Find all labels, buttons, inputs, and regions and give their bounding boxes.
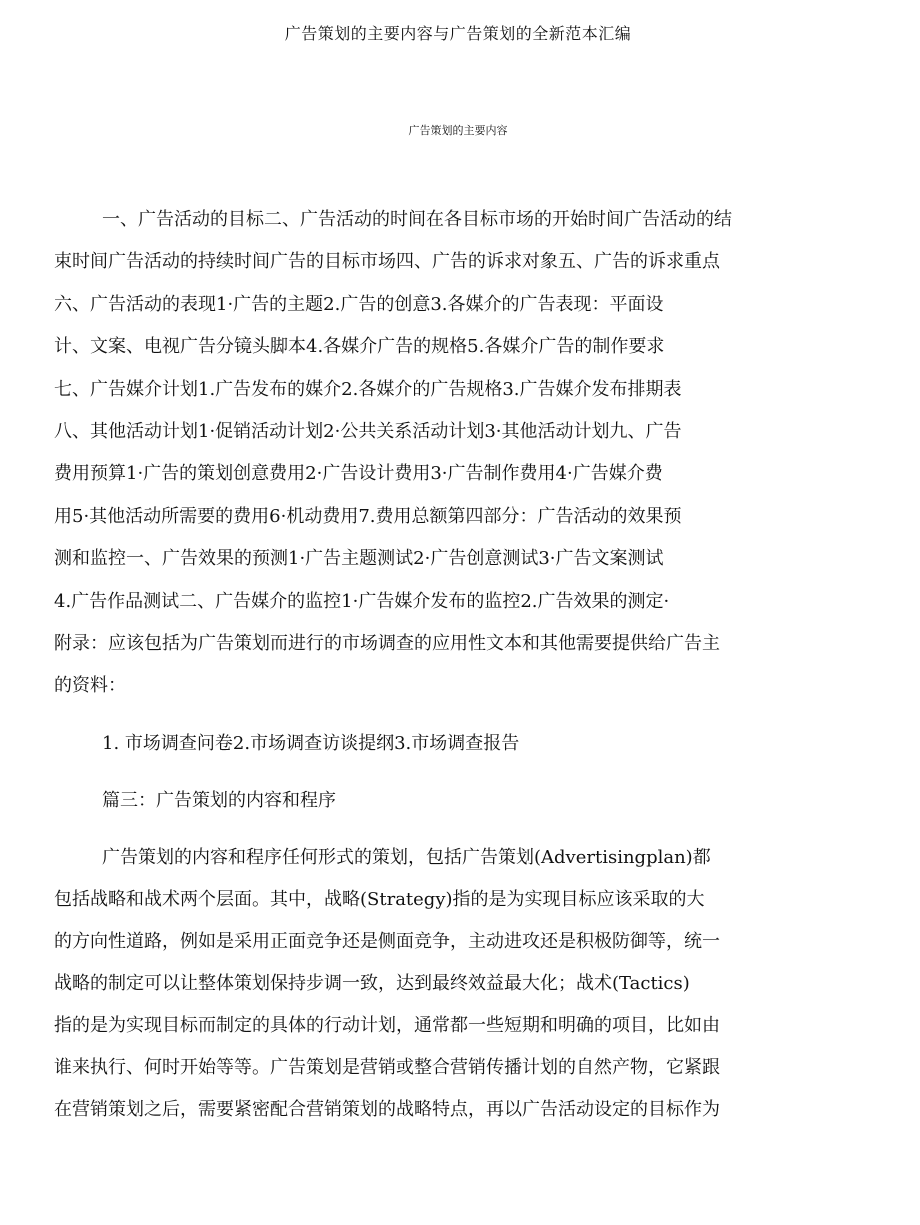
paragraph-1-line-3: 六、广告活动的表现1·广告的主题2.广告的创意3.各媒介的广告表现：平面设 xyxy=(54,294,664,315)
paragraph-1-line-2: 束时间广告活动的持续时间广告的目标市场四、广告的诉求对象五、广告的诉求重点 xyxy=(54,251,720,272)
paragraph-2-line-7: 在营销策划之后，需要紧密配合营销策划的战略特点，再以广告活动设定的目标作为 xyxy=(54,1099,720,1120)
paragraph-2-line-3: 的方向性道路，例如是采用正面竞争还是侧面竞争，主动进攻还是积极防御等，统一 xyxy=(54,931,720,952)
document-title: 广告策划的主要内容与广告策划的全新范本汇编 xyxy=(284,24,632,43)
paragraph-2-line-6: 谁来执行、何时开始等等。广告策划是营销或整合营销传播计划的自然产物，它紧跟 xyxy=(54,1057,720,1078)
paragraph-1-line-10: 4.广告作品测试二、广告媒介的监控1·广告媒介发布的监控2.广告效果的测定· xyxy=(54,591,670,612)
market-research-list: 1. 市场调查问卷2.市场调查访谈提纲3.市场调查报告 xyxy=(102,733,520,754)
paragraph-1-line-9: 测和监控一、广告效果的预测1·广告主题测试2·广告创意测试3·广告文案测试 xyxy=(54,548,664,569)
paragraph-1-line-5: 七、广告媒介计划1.广告发布的媒介2.各媒介的广告规格3.广告媒介发布排期表 xyxy=(54,379,682,400)
paragraph-2-line-4: 战略的制定可以让整体策划保持步调一致，达到最终效益最大化；战术(Tactics) xyxy=(54,973,690,994)
paragraph-1-line-6: 八、其他活动计划1·促销活动计划2·公共关系活动计划3·其他活动计划九、广告 xyxy=(54,421,682,442)
paragraph-1-line-1: 一、广告活动的目标二、广告活动的时间在各目标市场的开始时间广告活动的结 xyxy=(102,209,732,230)
paragraph-1-line-8: 用5·其他活动所需要的费用6·机动费用7.费用总额第四部分：广告活动的效果预 xyxy=(54,506,682,527)
paragraph-1-line-4: 计、文案、电视广告分镜头脚本4.各媒介广告的规格5.各媒介广告的制作要求 xyxy=(54,336,665,357)
paragraph-1-line-11: 附录：应该包括为广告策划而进行的市场调查的应用性文本和其他需要提供给广告主 xyxy=(54,633,720,654)
part-three-heading: 篇三：广告策划的内容和程序 xyxy=(102,790,336,811)
paragraph-2-line-2: 包括战略和战术两个层面。其中，战略(Strategy)指的是为实现目标应该采取的大 xyxy=(54,889,705,910)
paragraph-1-line-7: 费用预算1·广告的策划创意费用2·广告设计费用3·广告制作费用4·广告媒介费 xyxy=(54,463,663,484)
paragraph-2-line-5: 指的是为实现目标而制定的具体的行动计划，通常都一些短期和明确的项目，比如由 xyxy=(54,1015,720,1036)
paragraph-1-line-12: 的资料： xyxy=(54,675,126,696)
paragraph-2-line-1: 广告策划的内容和程序任何形式的策划，包括广告策划(Advertisingplan)都 xyxy=(102,847,711,868)
section-title: 广告策划的主要内容 xyxy=(408,124,508,137)
